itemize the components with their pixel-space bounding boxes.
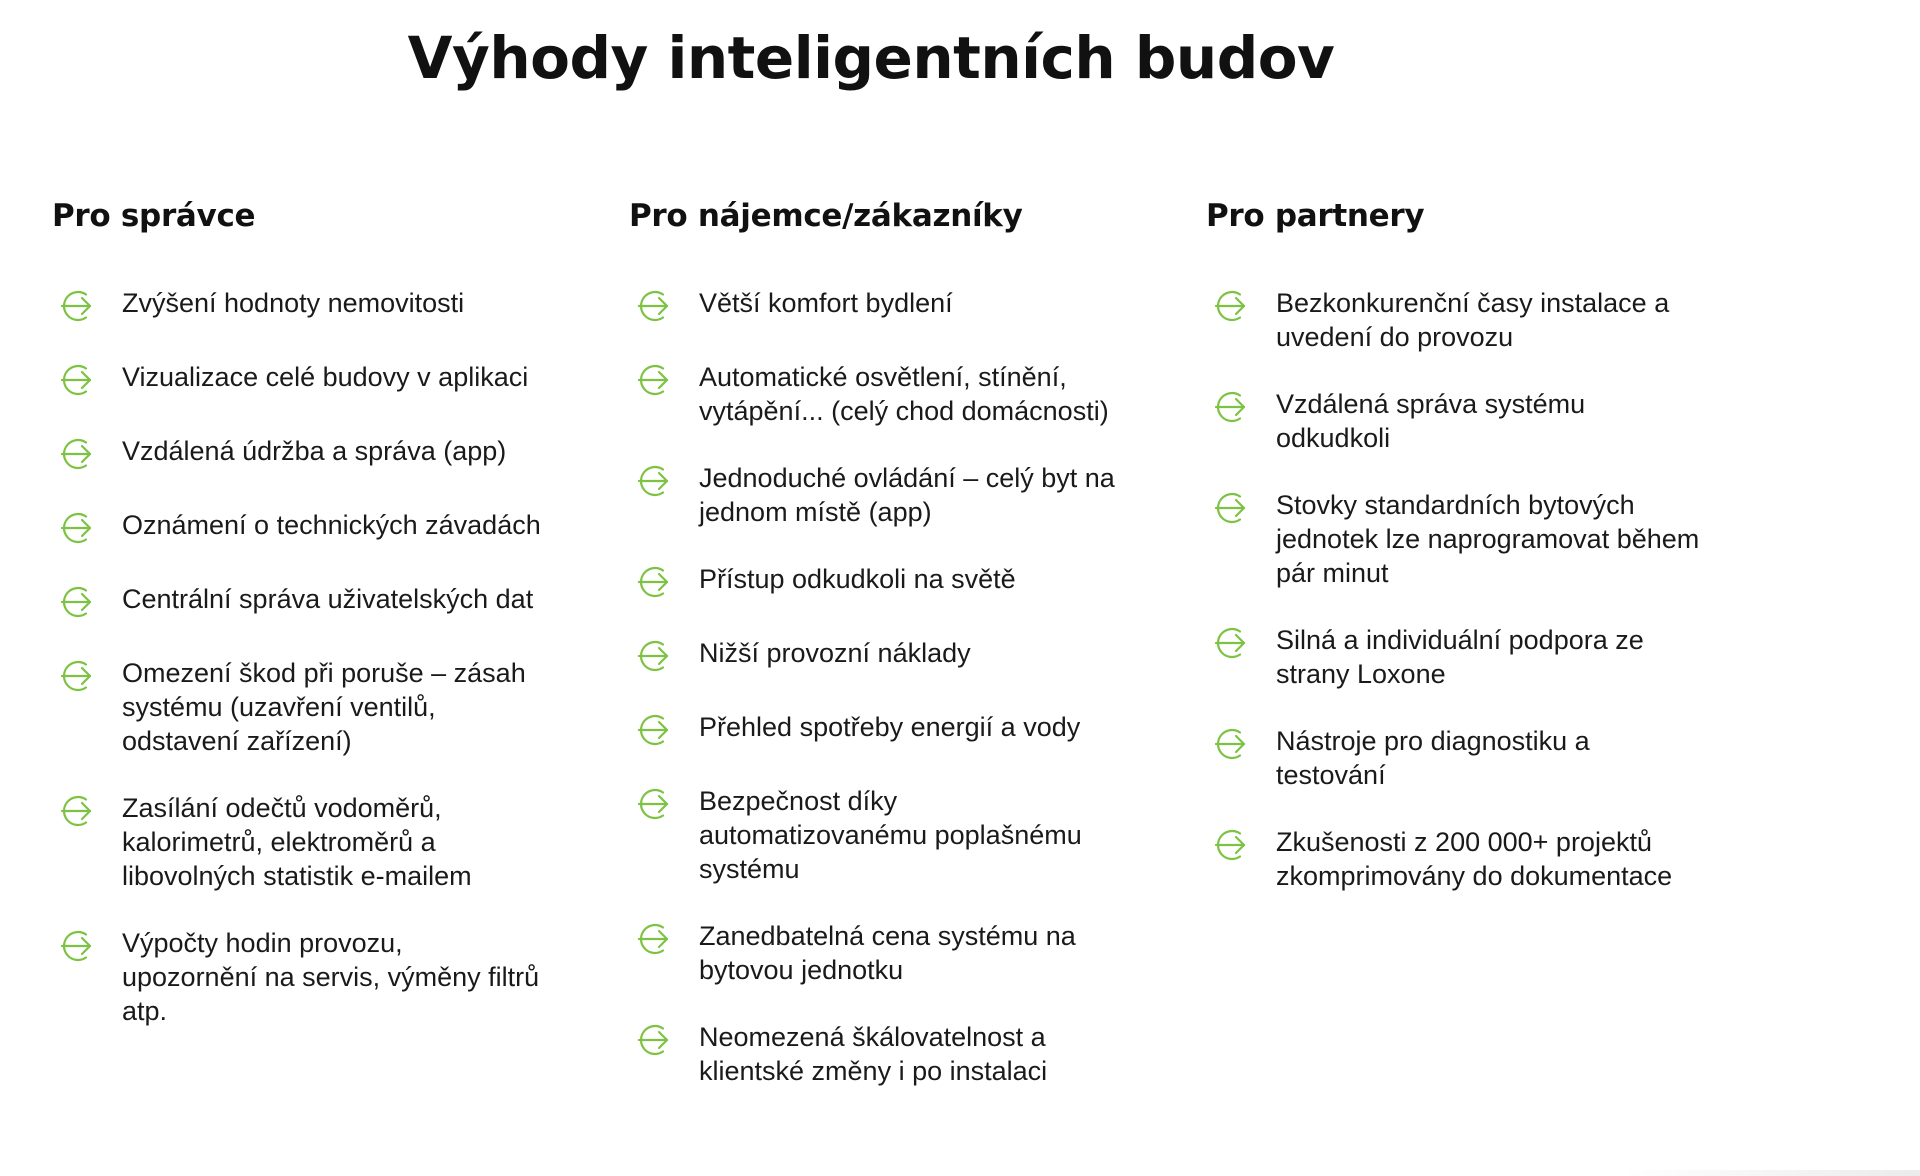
- list-item-text: Vzdálená správa systému odkudkoli: [1276, 389, 1586, 453]
- arrow-into-circle-icon: [1210, 824, 1252, 866]
- list-item-text: Oznámení o technických závadách: [122, 510, 541, 540]
- list-item: [52, 582, 572, 623]
- arrow-into-circle-icon: [56, 433, 98, 475]
- arrow-into-circle-icon: [633, 918, 675, 960]
- benefit-list: [52, 286, 572, 1028]
- page-title: Výhody inteligentních budov: [407, 24, 1335, 92]
- arrow-into-circle-icon: [633, 561, 675, 603]
- list-item: [52, 360, 572, 401]
- list-item-text: Přehled spotřeby energií a vody: [699, 712, 1081, 742]
- arrow-into-circle-icon: [56, 925, 98, 967]
- arrow-into-circle-icon: [1210, 723, 1252, 765]
- list-item: [1206, 825, 1726, 893]
- arrow-into-circle-icon: [1210, 285, 1252, 327]
- arrow-into-circle-icon: [56, 655, 98, 697]
- column-heading: Pro nájemce/zákazníky: [629, 198, 1023, 234]
- list-item: [1206, 286, 1726, 354]
- arrow-into-circle-icon: [56, 359, 98, 401]
- list-item-text: Větší komfort bydlení: [699, 288, 953, 318]
- list-item-text: Centrální správa uživatelských dat: [122, 584, 534, 614]
- list-item-text: Silná a individuální podpora ze strany Loxone: [1276, 625, 1644, 689]
- list-item: [52, 926, 572, 1028]
- arrow-into-circle-icon: [56, 507, 98, 549]
- list-item-text: Přístup odkudkoli na světě: [699, 564, 1016, 594]
- list-item: [1206, 387, 1726, 455]
- arrow-into-circle-icon: [1210, 487, 1252, 529]
- list-item: [1206, 488, 1726, 590]
- list-item: [1206, 623, 1726, 691]
- list-item-text: Bezpečnost díky automatizovanému poplašnému systému: [699, 786, 1082, 884]
- list-item-text: Vzdálená údržba a správa (app): [122, 436, 507, 466]
- list-item-text: Zkušenosti z 200 000+ projektů zkomprimovány do dokumentace: [1276, 827, 1673, 891]
- page-corner-shadow: [1620, 1170, 1920, 1176]
- list-item: [629, 360, 1149, 428]
- list-item-text: Stovky standardních bytových jednotek lze naprogramovat během pár minut: [1276, 490, 1700, 588]
- list-item-text: Nástroje pro diagnostiku a testování: [1276, 726, 1590, 790]
- arrow-into-circle-icon: [633, 460, 675, 502]
- column-heading: Pro správce: [52, 198, 256, 234]
- list-item: [629, 286, 1149, 327]
- benefit-list: [629, 286, 1149, 1088]
- benefit-list: [1206, 286, 1726, 893]
- list-item-text: Neomezená škálovatelnost a klientské změny i po instalaci: [699, 1022, 1048, 1086]
- list-item: [629, 919, 1149, 987]
- arrow-into-circle-icon: [633, 359, 675, 401]
- arrow-into-circle-icon: [56, 285, 98, 327]
- list-item: [629, 562, 1149, 603]
- list-item: [629, 636, 1149, 677]
- list-item: [52, 434, 572, 475]
- list-item: [52, 286, 572, 327]
- list-item-text: Automatické osvětlení, stínění, vytápění... (celý chod domácnosti): [699, 362, 1109, 426]
- list-item-text: Omezení škod při poruše – zásah systému (uzavření ventilů, odstavení zařízení): [122, 658, 526, 756]
- arrow-into-circle-icon: [633, 709, 675, 751]
- list-item-text: Vizualizace celé budovy v aplikaci: [122, 362, 529, 392]
- column-pro-partnery: [1206, 198, 1726, 926]
- column-pro-spravce: [52, 198, 572, 1061]
- list-item: [52, 508, 572, 549]
- list-item: [629, 1020, 1149, 1088]
- list-item: [629, 784, 1149, 886]
- list-item: [629, 710, 1149, 751]
- list-item-text: Zvýšení hodnoty nemovitosti: [122, 288, 465, 318]
- list-item: [1206, 724, 1726, 792]
- arrow-into-circle-icon: [633, 1019, 675, 1061]
- arrow-into-circle-icon: [56, 790, 98, 832]
- arrow-into-circle-icon: [633, 783, 675, 825]
- list-item: [629, 461, 1149, 529]
- column-heading: Pro partnery: [1206, 198, 1425, 234]
- list-item: [52, 656, 572, 758]
- list-item: [52, 791, 572, 893]
- list-item-text: Jednoduché ovládání – celý byt na jednom místě (app): [699, 463, 1115, 527]
- list-item-text: Zanedbatelná cena systému na bytovou jednotku: [699, 921, 1076, 985]
- arrow-into-circle-icon: [1210, 386, 1252, 428]
- arrow-into-circle-icon: [1210, 622, 1252, 664]
- list-item-text: Výpočty hodin provozu, upozornění na servis, výměny filtrů atp.: [122, 928, 540, 1026]
- arrow-into-circle-icon: [633, 635, 675, 677]
- arrow-into-circle-icon: [633, 285, 675, 327]
- list-item-text: Zasílání odečtů vodoměrů, kalorimetrů, elektroměrů a libovolných statistik e-mailem: [122, 793, 472, 891]
- list-item-text: Nižší provozní náklady: [699, 638, 971, 668]
- list-item-text: Bezkonkurenční časy instalace a uvedení do provozu: [1276, 288, 1670, 352]
- arrow-into-circle-icon: [56, 581, 98, 623]
- column-pro-najemce: [629, 198, 1149, 1121]
